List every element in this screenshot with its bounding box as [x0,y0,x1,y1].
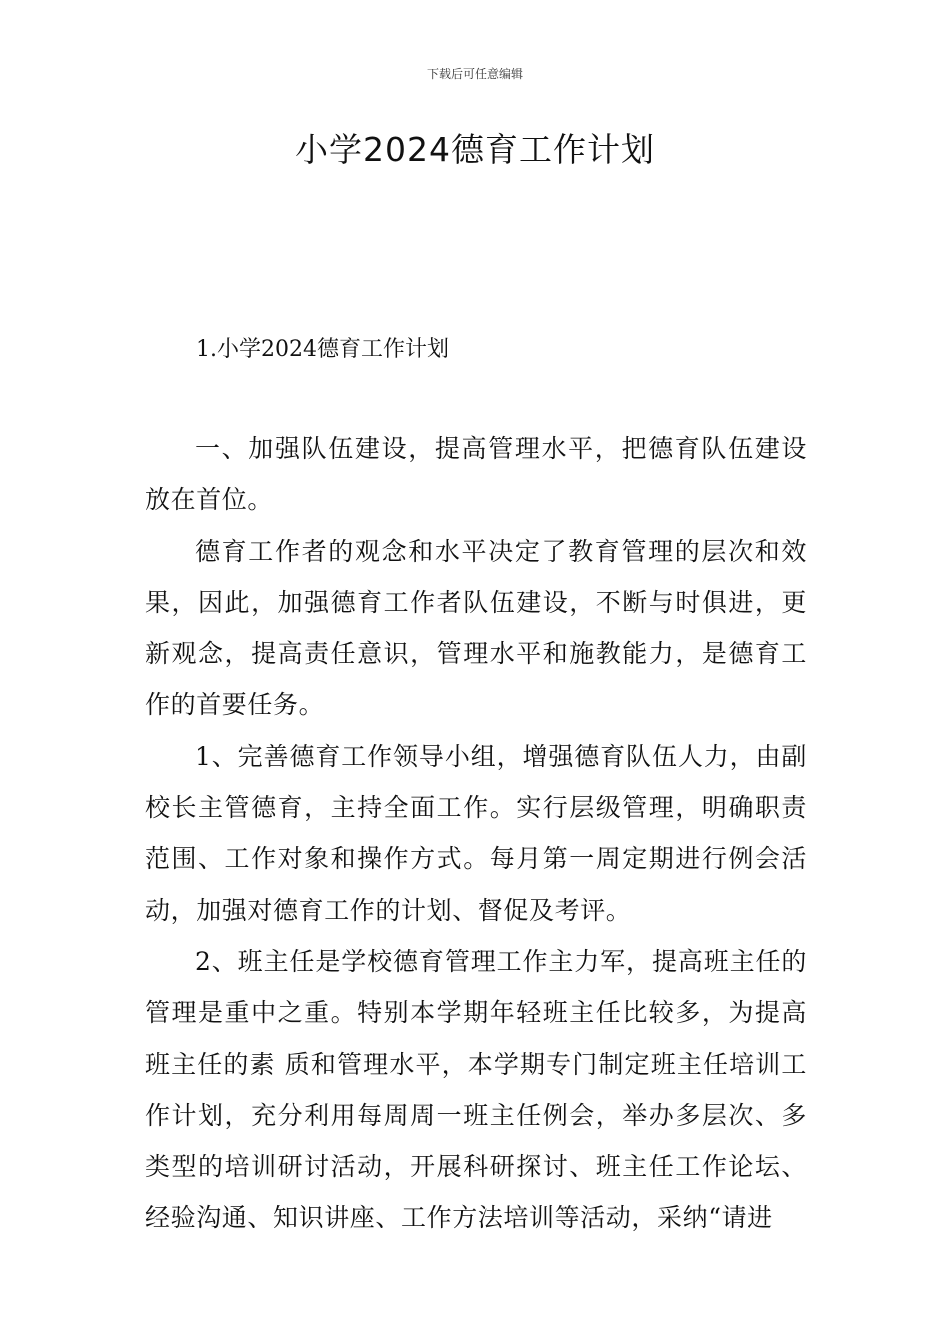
section-heading: 1.小学2024德育工作计划 [196,337,449,362]
paragraph: 一、加强队伍建设，提高管理水平，把德育队伍建设放在首位。 [145,434,807,515]
paragraph: 2、班主任是学校德育管理工作主力军，提高班主任的管理是重中之重。特别本学期年轻班主任比较多，为提高班主任的素 质和管理水平，本学期专门制定班主任培训工作计划，充分利用每周周一班主任例会，举办多层次、多类型的培训研讨活动，开展科研探讨、班主任工作论坛、经验沟通、知识讲座、工作方法培训等活动，采纳“请进 [145,946,807,1233]
header-note: 下载后可任意编辑 [426,67,523,81]
paragraph: 德育工作者的观念和水平决定了教育管理的层次和效果，因此，加强德育工作者队伍建设，不断与时俱进，更新观念，提高责任意识，管理水平和施教能力，是德育工作的首要任务。 [145,536,807,720]
paragraph: 1、完善德育工作领导小组，增强德育队伍人力，由副校长主管德育，主持全面工作。实行层级管理，明确职责范围、工作对象和操作方式。每月第一周定期进行例会活动，加强对德育工作的计划、督促及考评。 [145,741,807,925]
body-text [145,423,807,1244]
document-title: 小学2024德育工作计划 [295,130,655,169]
